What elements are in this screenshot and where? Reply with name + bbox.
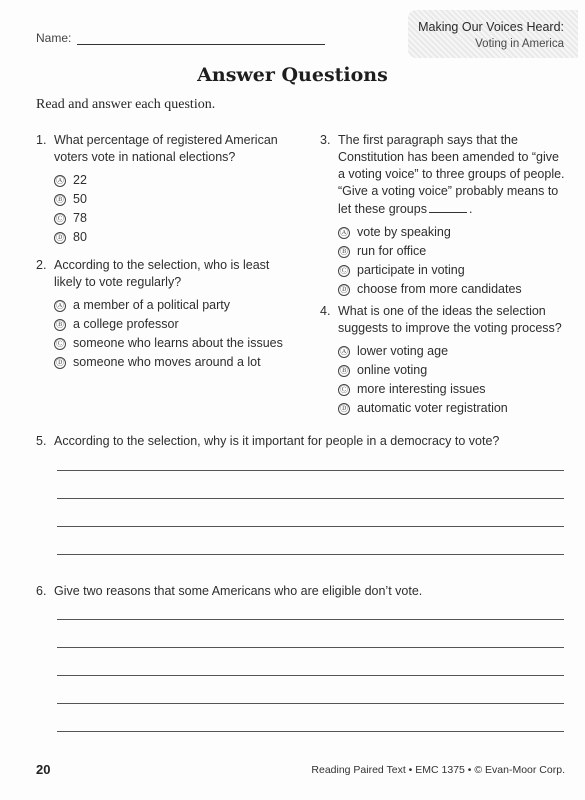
stem-line: What is one of the ideas the selection (338, 304, 546, 318)
question-stem (36, 433, 566, 450)
stem-line: a voting voice” to three groups of people. (338, 167, 565, 181)
answer-blank[interactable] (429, 200, 467, 213)
option-letter-b: Ⓑ (56, 319, 64, 329)
question-2 (36, 257, 306, 372)
option-letter-d: Ⓓ (56, 357, 64, 367)
answer-line[interactable] (57, 731, 564, 732)
option-d[interactable] (54, 353, 306, 372)
option-a[interactable] (338, 223, 572, 242)
option-letter-c: Ⓒ (340, 384, 348, 394)
name-label: Name: (36, 31, 72, 45)
option-letter-d: Ⓓ (340, 403, 348, 413)
question-number: 4. (320, 304, 331, 318)
answer-line[interactable] (57, 498, 564, 499)
option-b[interactable] (54, 315, 306, 334)
instructions: Read and answer each question. (36, 97, 216, 112)
option-text: more interesting issues (357, 382, 486, 396)
option-letter-c: Ⓒ (56, 213, 64, 223)
option-letter-c: Ⓒ (340, 265, 348, 275)
option-text: 50 (73, 192, 87, 206)
option-c[interactable] (338, 380, 572, 399)
name-field (36, 31, 325, 45)
stem-line: likely to vote regularly? (54, 275, 182, 289)
question-stem (320, 132, 572, 218)
question-4 (320, 303, 572, 418)
question-number: 1. (36, 133, 47, 147)
footer-credit: Reading Paired Text • EMC 1375 • © Evan-Moor Corp. (311, 764, 565, 776)
option-text: 80 (73, 230, 87, 244)
stem-line-with-blank: let these groups . (338, 202, 473, 216)
option-text: 78 (73, 211, 87, 225)
option-b[interactable] (338, 242, 572, 261)
option-text: automatic voter registration (357, 401, 508, 415)
option-letter-b: Ⓑ (56, 194, 64, 204)
option-a[interactable] (54, 296, 306, 315)
answer-line[interactable] (57, 470, 564, 471)
answer-line[interactable] (57, 526, 564, 527)
option-text: someone who learns about the issues (73, 336, 283, 350)
option-text: 22 (73, 173, 87, 187)
option-letter-b: Ⓑ (340, 246, 348, 256)
option-text: vote by speaking (357, 225, 451, 239)
option-text: lower voting age (357, 344, 449, 358)
stem-line: “Give a voting voice” probably means to (338, 184, 559, 198)
option-a[interactable] (54, 171, 298, 190)
option-c[interactable] (54, 334, 306, 353)
option-c[interactable] (338, 261, 572, 280)
question-number: 6. (36, 584, 47, 598)
option-letter-c: Ⓒ (56, 338, 64, 348)
option-text: choose from more candidates (357, 282, 522, 296)
question-3 (320, 132, 572, 299)
stem-line: Give two reasons that some Americans who are eligible don’t vote. (54, 584, 423, 598)
stem-line: According to the selection, who is least (54, 258, 270, 272)
stem-line: According to the selection, why is it important for people in a democracy to vote? (54, 434, 500, 448)
question-6 (36, 583, 566, 600)
option-text: a member of a political party (73, 298, 231, 312)
option-b[interactable] (54, 190, 298, 209)
option-letter-a: Ⓐ (340, 346, 348, 356)
option-d[interactable] (54, 228, 298, 247)
option-letter-a: Ⓐ (56, 300, 64, 310)
stem-line: suggests to improve the voting process? (338, 321, 562, 335)
question-stem (36, 132, 298, 166)
stem-line: The first paragraph says that the (338, 133, 518, 147)
option-text: run for office (357, 244, 427, 258)
header-subtitle: Voting in America (475, 38, 564, 50)
stem-line: What percentage of registered American (54, 133, 278, 147)
question-stem (36, 257, 306, 291)
option-a[interactable] (338, 342, 572, 361)
question-number: 3. (320, 133, 331, 147)
answer-line[interactable] (57, 675, 564, 676)
option-letter-a: Ⓐ (340, 227, 348, 237)
option-d[interactable] (338, 399, 572, 418)
option-text: online voting (357, 363, 428, 377)
option-letter-b: Ⓑ (340, 365, 348, 375)
question-1 (36, 132, 298, 247)
page-title: Answer Questions (197, 64, 388, 86)
option-letter-a: Ⓐ (56, 175, 64, 185)
question-number: 2. (36, 258, 47, 272)
answer-line[interactable] (57, 619, 564, 620)
stem-line: voters vote in national elections? (54, 150, 236, 164)
header-box (408, 10, 578, 58)
answer-line[interactable] (57, 554, 564, 555)
option-d[interactable] (338, 280, 572, 299)
question-stem (320, 303, 572, 337)
stem-line: let these groups (338, 202, 427, 216)
option-letter-d: Ⓓ (56, 232, 64, 242)
option-text: someone who moves around a lot (73, 355, 261, 369)
question-number: 5. (36, 434, 47, 448)
option-text: a college professor (73, 317, 179, 331)
stem-line: Constitution has been amended to “give (338, 150, 559, 164)
header-title: Making Our Voices Heard: (418, 20, 564, 34)
option-b[interactable] (338, 361, 572, 380)
option-letter-d: Ⓓ (340, 284, 348, 294)
page-number: 20 (36, 762, 51, 777)
answer-line[interactable] (57, 647, 564, 648)
question-5 (36, 433, 566, 450)
name-line[interactable] (77, 33, 325, 45)
question-stem (36, 583, 566, 600)
answer-line[interactable] (57, 703, 564, 704)
option-text: participate in voting (357, 263, 465, 277)
option-c[interactable] (54, 209, 298, 228)
